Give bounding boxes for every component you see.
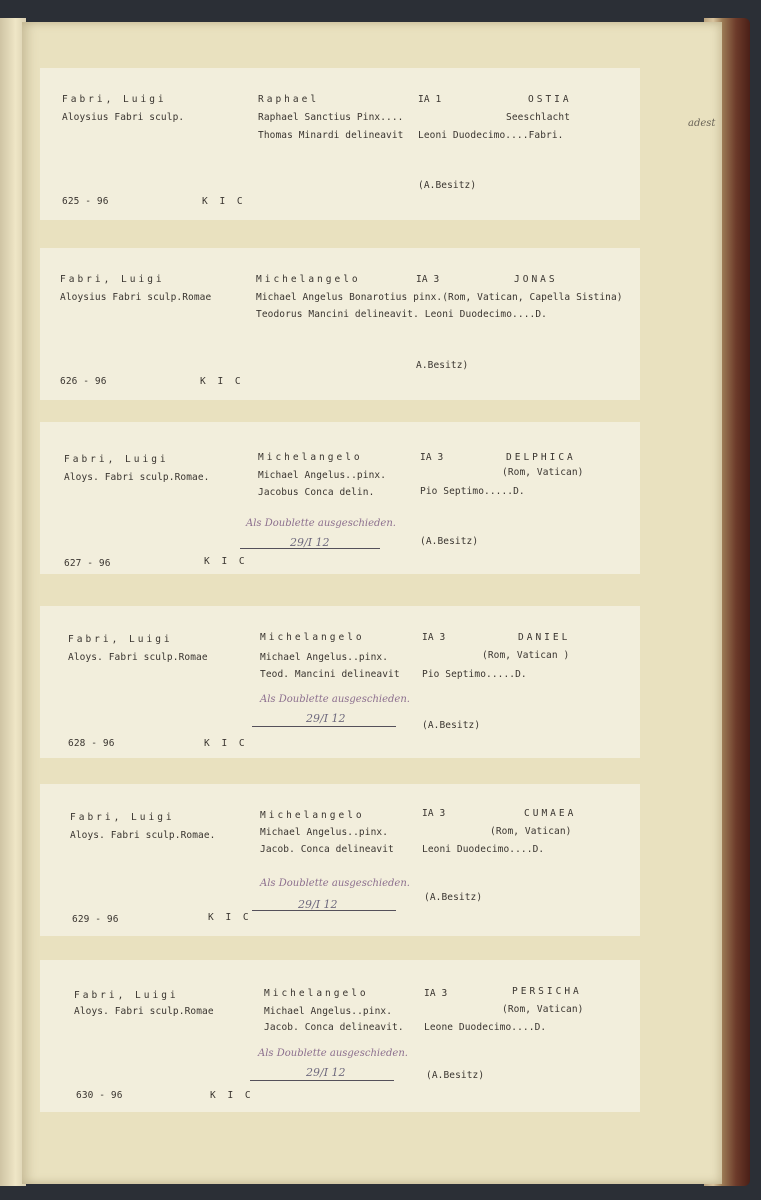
card-delin-line: Teod. Mancini delineavit [260,669,400,680]
card-pinx-line: Michael Angelus..pinx. [260,652,389,663]
card-catalog-code: IA 3 [416,274,440,285]
card-sculptor-line: Aloys. Fabri sculp.Romae [74,1006,214,1017]
catalog-card-626 [40,248,640,400]
card-painter: Michelangelo [260,810,365,821]
card-dedication: Leone Duodecimo....D. [424,1022,547,1033]
card-painter: Raphael [258,94,320,105]
card-pinx-line: Michael Angelus Bonarotius pinx.(Rom, Vatican, Capella Sistina) [256,292,623,303]
card-stamp-rule [252,726,396,727]
card-number: 627 - 96 [64,558,111,569]
card-pinx-line: Michael Angelus..pinx. [260,827,389,838]
card-stamp-date: 29/I 12 [290,536,330,549]
card-besitz: (A.Besitz) [422,720,481,731]
card-discard-stamp: Als Doublette ausgeschieden. [246,518,396,529]
card-code: K I C [210,1090,254,1101]
card-place: (Rom, Vatican ) [482,650,570,661]
card-title: OSTIA [528,94,572,105]
card-discard-stamp: Als Doublette ausgeschieden. [260,878,410,889]
card-painter: Michelangelo [258,452,363,463]
card-catalog-code: IA 1 [418,94,442,105]
card-code: K I C [200,376,244,387]
card-dedication: Leoni Duodecimo....D. [422,844,545,855]
card-dedication: Pio Septimo.....D. [420,486,525,497]
card-besitz: A.Besitz) [416,360,469,371]
card-delin-line: Teodorus Mancini delineavit. Leoni Duodecimo....D. [256,309,547,320]
card-painter: Michelangelo [260,632,365,643]
card-stamp-rule [250,1080,394,1081]
card-pinx-line: Michael Angelus..pinx. [264,1006,393,1017]
card-code: K I C [204,556,248,567]
card-catalog-code: IA 3 [424,988,448,999]
card-catalog-code: IA 3 [420,452,444,463]
card-artist: Fabri, Luigi [62,94,167,105]
card-besitz: (A.Besitz) [420,536,479,547]
card-number: 630 - 96 [76,1090,123,1101]
card-title: PERSICHA [512,986,582,997]
card-pinx-line: Michael Angelus..pinx. [258,470,387,481]
card-number: 628 - 96 [68,738,115,749]
card-title: JONAS [514,274,558,285]
card-discard-stamp: Als Doublette ausgeschieden. [260,694,410,705]
card-dedication: Leoni Duodecimo....Fabri. [418,130,564,141]
card-title: DELPHICA [506,452,576,463]
card-code: K I C [202,196,246,207]
card-place: Seeschlacht [506,112,571,123]
card-besitz: (A.Besitz) [426,1070,485,1081]
card-title: CUMAEA [524,808,577,819]
card-artist: Fabri, Luigi [74,990,179,1001]
card-catalog-code: IA 3 [422,632,446,643]
card-artist: Fabri, Luigi [70,812,175,823]
card-delin-line: Jacob. Conca delineavit. [264,1022,404,1033]
card-painter: Michelangelo [264,988,369,999]
catalog-card-627 [40,422,640,574]
card-number: 625 - 96 [62,196,109,207]
card-delin-line: Jacob. Conca delineavit [260,844,394,855]
card-code: K I C [204,738,248,749]
catalog-card-630 [40,960,640,1112]
catalog-card-625 [40,68,640,220]
catalog-card-628 [40,606,640,758]
catalog-card-629 [40,784,640,936]
card-place: (Rom, Vatican) [502,467,584,478]
card-besitz: (A.Besitz) [424,892,483,903]
card-code: K I C [208,912,252,923]
margin-note: adest [688,118,716,129]
card-catalog-code: IA 3 [422,808,446,819]
card-artist: Fabri, Luigi [68,634,173,645]
card-delin-line: Jacobus Conca delin. [258,487,375,498]
card-artist: Fabri, Luigi [60,274,165,285]
card-stamp-date: 29/I 12 [306,712,346,725]
card-number: 629 - 96 [72,914,119,925]
card-sculptor-line: Aloys. Fabri sculp.Romae [68,652,208,663]
card-sculptor-line: Aloys. Fabri sculp.Romae. [70,830,216,841]
card-discard-stamp: Als Doublette ausgeschieden. [258,1048,408,1059]
card-painter: Michelangelo [256,274,361,285]
card-sculptor-line: Aloys. Fabri sculp.Romae. [64,472,210,483]
card-stamp-date: 29/I 12 [298,898,338,911]
card-pinx-line: Raphael Sanctius Pinx.... [258,112,404,123]
card-place: (Rom, Vatican) [490,826,572,837]
card-sculptor-line: Aloysius Fabri sculp. [62,112,185,123]
card-place: (Rom, Vatican) [502,1004,584,1015]
card-number: 626 - 96 [60,376,107,387]
card-dedication: Pio Septimo.....D. [422,669,527,680]
card-stamp-date: 29/I 12 [306,1066,346,1079]
card-delin-line: Thomas Minardi delineavit [258,130,404,141]
card-sculptor-line: Aloysius Fabri sculp.Romae [60,292,212,303]
card-besitz: (A.Besitz) [418,180,477,191]
card-title: DANIEL [518,632,571,643]
card-artist: Fabri, Luigi [64,454,169,465]
